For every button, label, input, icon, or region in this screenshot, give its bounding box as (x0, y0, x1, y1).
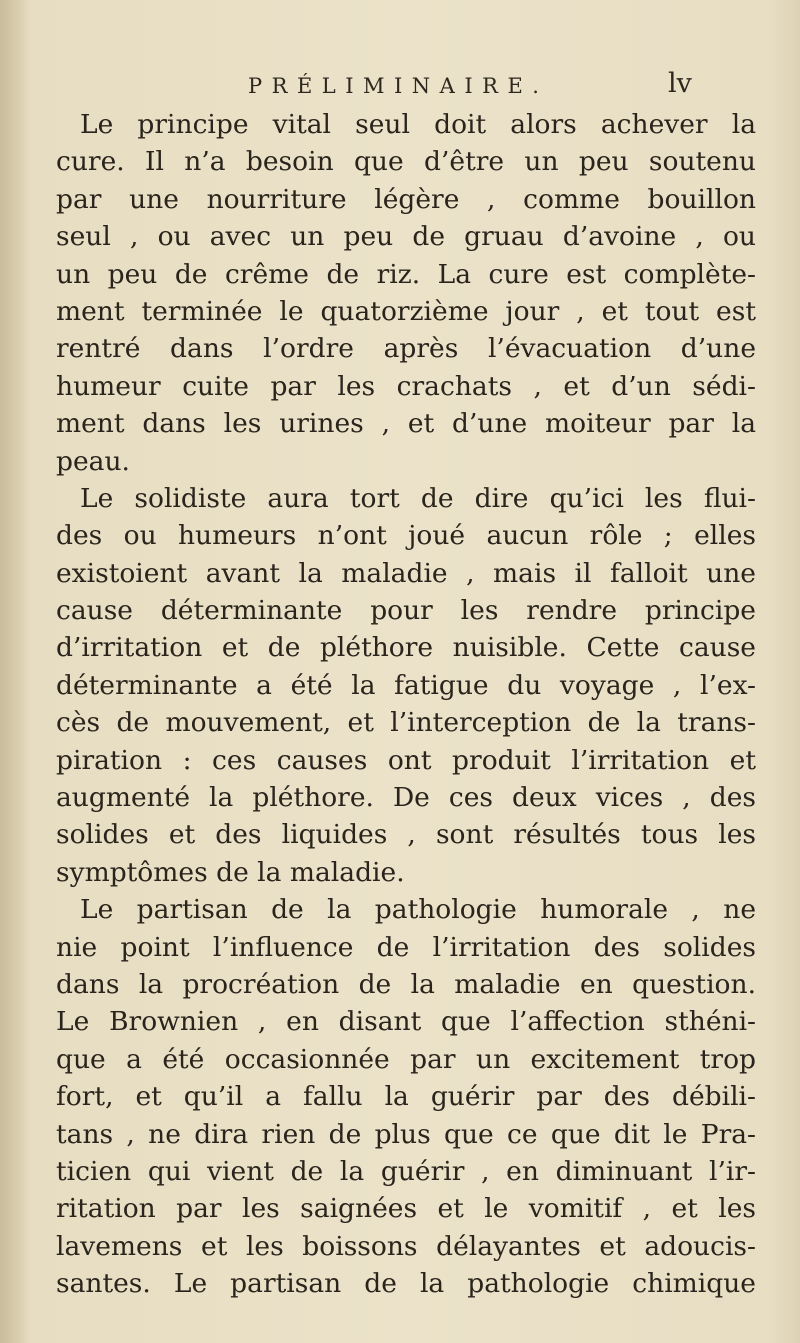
text-line: tans , ne dira rien de plus que ce que dit le Pra- (56, 1118, 756, 1150)
running-head (0, 68, 800, 108)
text-line: piration : ces causes ont produit l’irritation et (56, 744, 756, 776)
text-line: ment dans les urines , et d’une moiteur par la (56, 408, 756, 440)
text-line: Le solidiste aura tort de dire qu’ici les flui- (80, 482, 756, 514)
text-line: un peu de crême de riz. La cure est complète- (56, 258, 756, 290)
text-line: cès de mouvement, et l’interception de la trans- (56, 707, 756, 739)
text-line: seul , ou avec un peu de gruau d’avoine , ou (56, 221, 756, 253)
text-line: cure. Il n’a besoin que d’être un peu soutenu (56, 146, 756, 178)
text-line: fort, et qu’il a fallu la guérir par des débili- (56, 1081, 756, 1113)
text-line: augmenté la pléthore. De ces deux vices , des (56, 782, 756, 814)
text-line: santes. Le partisan de la pathologie chimique (56, 1268, 756, 1300)
text-line: lavemens et les boissons délayantes et adoucis- (56, 1230, 756, 1262)
text-line: Le principe vital seul doit alors achever la (80, 109, 756, 140)
text-line: par une nourriture légère , comme bouillon (56, 183, 756, 215)
text-line: humeur cuite par les crachats , et d’un sédi- (56, 370, 756, 402)
body-text (56, 106, 756, 1303)
text-line: peau. (56, 445, 130, 477)
text-line: rentré dans l’ordre après l’évacuation d’une (56, 333, 756, 365)
text-line: nie point l’influence de l’irritation des solides (56, 931, 756, 963)
text-line: des ou humeurs n’ont joué aucun rôle ; elles (56, 520, 756, 552)
text-line: que a été occasionnée par un excitement trop (56, 1043, 756, 1075)
text-line: cause déterminante pour les rendre principe (56, 595, 756, 627)
text-line: Le Brownien , en disant que l’affection sthéni- (56, 1006, 756, 1038)
running-title: PRÉLIMINAIRE. (248, 74, 549, 98)
text-line: solides et des liquides , sont résultés tous les (56, 819, 756, 851)
folio: lv (668, 68, 692, 99)
text-line: Le partisan de la pathologie humorale , ne (80, 894, 756, 926)
text-line: ticien qui vient de la guérir , en diminuant l’ir- (56, 1155, 756, 1187)
text-line: d’irritation et de pléthore nuisible. Cette cause (56, 632, 756, 664)
text-line: dans la procréation de la maladie en question. (56, 968, 756, 1000)
text-line: existoient avant la maladie , mais il falloit une (56, 557, 756, 589)
text-line: symptômes de la maladie. (56, 856, 405, 888)
page-gutter (0, 0, 28, 1343)
text-line: ment terminée le quatorzième jour , et tout est (56, 295, 756, 327)
text-line: ritation par les saignées et le vomitif , et les (56, 1193, 756, 1225)
text-line: déterminante a été la fatigue du voyage , l’ex- (56, 669, 756, 701)
